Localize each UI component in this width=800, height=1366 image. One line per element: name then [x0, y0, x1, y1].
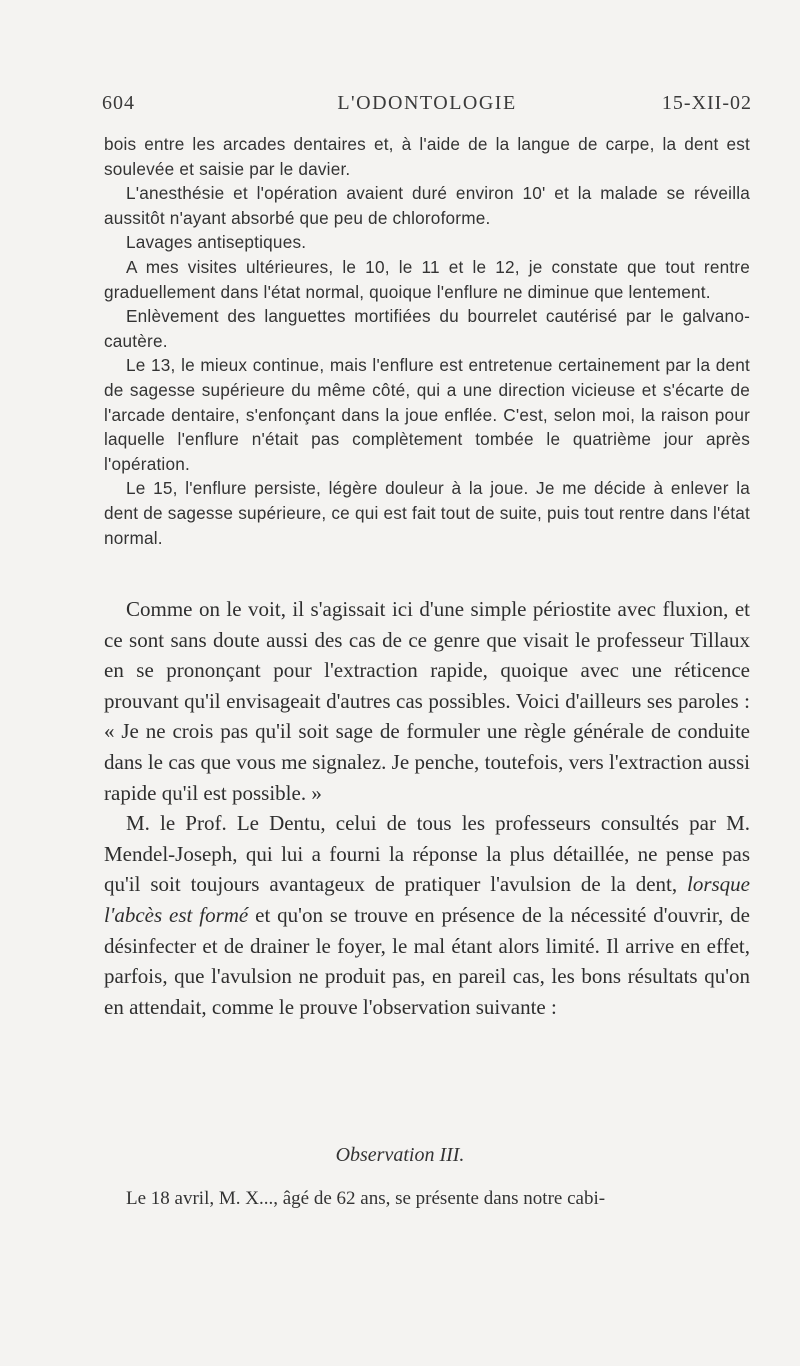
italic-phrase: lorsque l'abcès est formé [104, 872, 750, 927]
paragraph: A mes visites ultérieures, le 10, le 11 et le 12, je constate que tout rentre graduellement dans l'état normal, quoique l'enflure ne diminue que lentement. [104, 256, 750, 302]
paragraph: Le 18 avril, M. X..., âgé de 62 ans, se présente dans notre cabi- [126, 1188, 606, 1209]
text-run: M. le Prof. Le Dentu, celui de tous les professeurs consultés par M. Mendel-Joseph, qui lui a fourni la réponse la plus détaillée, ne pense pas qu'il soit toujours avantageux de pratiquer l'avulsion de la dent, [104, 811, 750, 897]
paragraph: bois entre les arcades dentaires et, à l'aide de la langue de carpe, la dent est soulevée et saisie par le davier. [104, 134, 750, 179]
paragraph-le-dentu [104, 808, 750, 1022]
running-header [102, 92, 752, 122]
page-number: 604 [102, 92, 135, 114]
case-notes [104, 132, 750, 550]
paragraph-tillaux: Comme on le voit, il s'agissait ici d'une simple périostite avec fluxion, et ce sont sans doute aussi des cas de ce genre que visait le professeur Tillaux en se prononçant pour l'extraction rapide, quoique avec une réticence prouvant qu'il envisageait d'autres cas possibles. Voici d'ailleurs ses paroles : « Je ne crois pas qu'il soit sage de formuler une règle générale de conduite dans le cas que vous me signalez. Je penche, toutefois, vers l'extraction aussi rapide qu'il est possible. » [104, 597, 750, 805]
paragraph: L'anesthésie et l'opération avaient duré environ 10' et la malade se réveilla aussitôt n'ayant absorbé que peu de chloroforme. [104, 183, 750, 228]
paragraph: Enlèvement des languettes mortifiées du bourrelet cautérisé par le galvano-cautère. [104, 306, 750, 351]
issue-date: 15-XII-02 [661, 92, 752, 114]
paragraph: Le 13, le mieux continue, mais l'enflure est entretenue certainement par la dent de sagesse supérieure du même côté, qui a une direction vicieuse et s'écarte de l'arcade dentaire, s'enfonçant dans la joue enflée. C'est, selon moi, la raison pour laquelle l'enflure n'était pas complètement tombée le quatrième jour après l'opération. [104, 355, 750, 474]
observation-text [104, 1186, 750, 1212]
observation-heading: Observation III. [335, 1144, 465, 1166]
main-text [104, 594, 750, 1022]
paragraph: Lavages antiseptiques. [126, 232, 307, 253]
text-run: et qu'on se trouve en présence de la nécessité d'ouvrir, de désinfecter et de drainer le foyer, le mal étant alors limité. Il arrive en effet, parfois, que l'avulsion ne produit pas, en pareil cas, les bons résultats qu'on en attendait, comme le prouve l'observation suivante : [104, 902, 750, 1019]
paragraph: Le 15, l'enflure persiste, légère douleur à la joue. Je me décide à enlever la dent de sagesse supérieure, ce qui est fait tout de suite, puis tout rentre dans l'état normal. [104, 478, 750, 548]
journal-title: L'ODONTOLOGIE [337, 92, 517, 114]
